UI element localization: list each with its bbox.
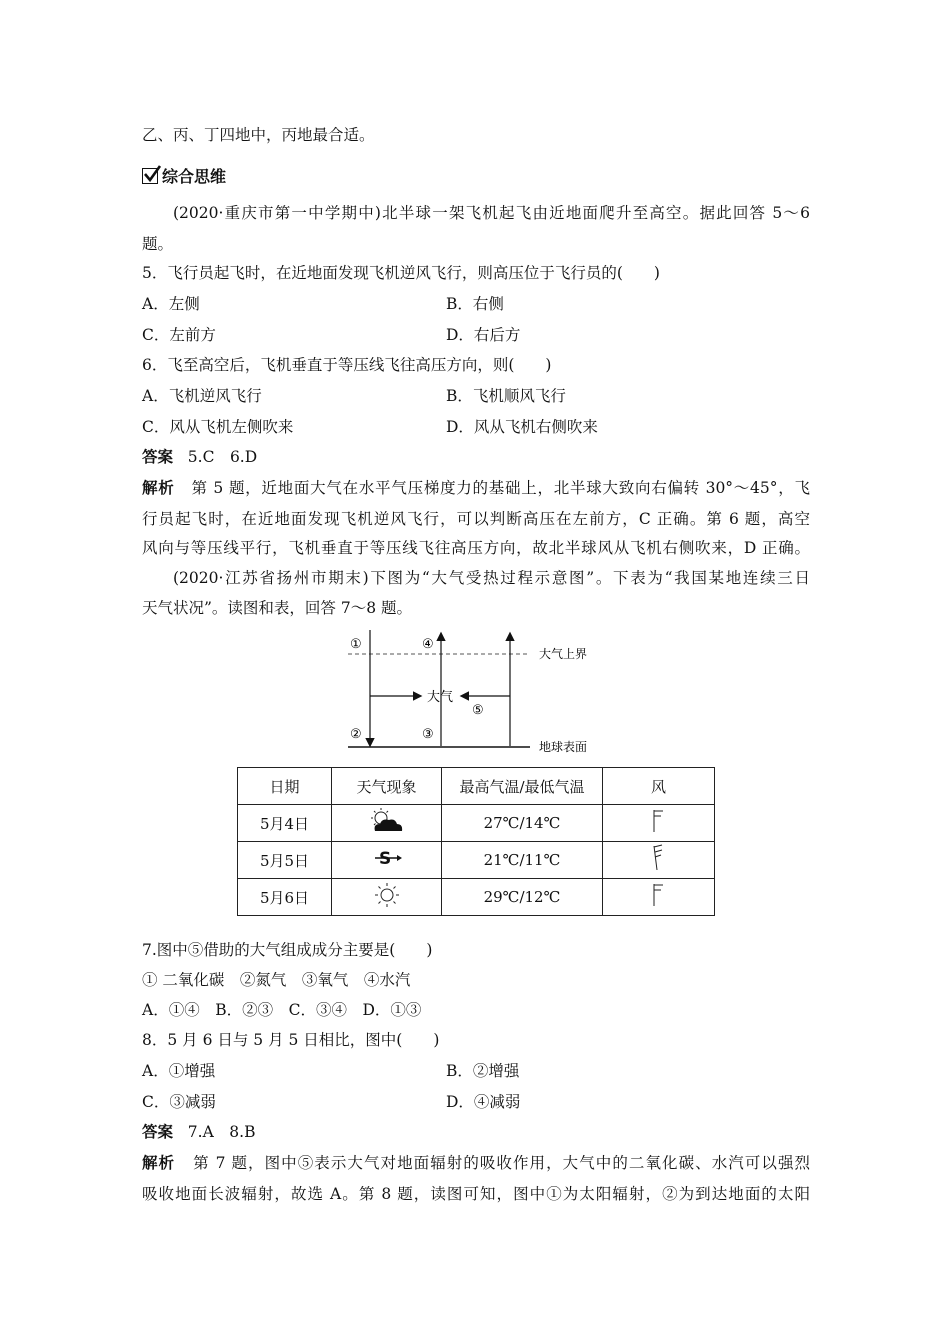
analysis2-label: 解析 bbox=[142, 1154, 176, 1172]
answer1-label: 答案 bbox=[142, 448, 174, 466]
section-title: 综合思维 bbox=[162, 167, 227, 186]
passage1-line2: 题。 bbox=[142, 235, 174, 253]
q8-stem: 8．5 月 6 日与 5 月 5 日相比，图中( ) bbox=[142, 1031, 440, 1049]
wind-flag-icon bbox=[649, 844, 669, 872]
q7-choices: A．①④ B．②③ C．③④ D．①③ bbox=[142, 1001, 422, 1019]
sandstorm-icon bbox=[367, 844, 407, 872]
row1-wind bbox=[603, 805, 715, 842]
label-1: ① bbox=[350, 637, 362, 652]
table-row bbox=[238, 805, 715, 842]
checkbox-icon bbox=[142, 168, 158, 184]
header-date: 日期 bbox=[238, 768, 332, 805]
sunny-icon bbox=[367, 881, 407, 909]
q6-option-d: D．风从飞机右侧吹来 bbox=[446, 418, 598, 436]
row3-weather bbox=[332, 879, 442, 916]
row1-temp: 27℃/14℃ bbox=[442, 805, 603, 842]
svg-text:S: S bbox=[378, 849, 391, 869]
q6-option-a: A．飞机逆风飞行 bbox=[142, 387, 262, 405]
wind-flag-icon bbox=[649, 808, 669, 834]
weather-table bbox=[237, 767, 715, 916]
q8-option-d: D．④减弱 bbox=[446, 1093, 521, 1111]
q7-stem: 7.图中⑤借助的大气组成成分主要是( ) bbox=[142, 941, 433, 959]
label-2: ② bbox=[350, 727, 362, 742]
passage2-line2: 天气状况”。读图和表，回答 7～8 题。 bbox=[142, 599, 413, 617]
q5-stem: 5．飞行员起飞时，在近地面发现飞机逆风飞行，则高压位于飞行员的( ) bbox=[142, 264, 660, 282]
label-3: ③ bbox=[422, 727, 434, 742]
passage2-line1: (2020·江苏省扬州市期末)下图为“大气受热过程示意图”。下表为“我国某地连续三日 bbox=[173, 569, 810, 587]
row3-temp: 29℃/12℃ bbox=[442, 879, 603, 916]
answer2-label: 答案 bbox=[142, 1123, 174, 1141]
row3-wind bbox=[603, 879, 715, 916]
header-weather: 天气现象 bbox=[332, 768, 442, 805]
header-temp: 最高气温/最低气温 bbox=[442, 768, 603, 805]
label-5: ⑤ bbox=[472, 703, 484, 718]
q7-options: ① 二氧化碳 ②氮气 ③氧气 ④水汽 bbox=[142, 971, 411, 989]
q6-option-b: B．飞机顺风飞行 bbox=[446, 387, 566, 405]
label-4: ④ bbox=[422, 637, 434, 652]
q8-option-c: C．③减弱 bbox=[142, 1093, 216, 1111]
header-wind: 风 bbox=[603, 768, 715, 805]
analysis1-text1: 第 5 题，近地面大气在水平气压梯度力的基础上，北半球大致向右偏转 30°～45°，飞 bbox=[191, 479, 810, 497]
analysis2-line1 bbox=[142, 1153, 810, 1173]
q5-option-a: A．左侧 bbox=[142, 295, 200, 313]
q5-option-d: D．右后方 bbox=[446, 326, 521, 344]
analysis1-label: 解析 bbox=[142, 479, 175, 497]
row1-date: 5月4日 bbox=[238, 805, 332, 842]
q5-option-c: C．左前方 bbox=[142, 326, 216, 344]
label-bottom: 地球表面 bbox=[539, 740, 588, 754]
q8-option-b: B．②增强 bbox=[446, 1062, 520, 1080]
analysis1-line1 bbox=[142, 478, 810, 498]
row2-wind bbox=[603, 842, 715, 879]
q6-stem: 6．飞至高空后，飞机垂直于等压线飞往高压方向，则( ) bbox=[142, 356, 552, 374]
partly-cloudy-icon bbox=[367, 807, 407, 835]
section-heading bbox=[142, 164, 226, 187]
row2-weather bbox=[332, 842, 442, 879]
table-row bbox=[238, 879, 715, 916]
label-top: 大气上界 bbox=[539, 647, 588, 661]
analysis1-line2: 行员起飞时，在近地面发现飞机逆风飞行，可以判断高压在左前方，C 正确。第 6 题，高空 bbox=[142, 510, 810, 528]
analysis2-text1: 第 7 题，图中⑤表示大气对地面辐射的吸收作用，大气中的二氧化碳、水汽可以强烈 bbox=[193, 1154, 811, 1172]
q5-option-b: B．右侧 bbox=[446, 295, 504, 313]
row1-weather bbox=[332, 805, 442, 842]
answer1 bbox=[142, 447, 257, 467]
table-row bbox=[238, 842, 715, 879]
row2-temp: 21℃/11℃ bbox=[442, 842, 603, 879]
analysis2-line2: 吸收地面长波辐射，故选 A。第 8 题，读图可知，图中①为太阳辐射，②为到达地面的太阳 bbox=[142, 1185, 810, 1203]
analysis1-line3: 风向与等压线平行，飞机垂直于等压线飞往高压方向，故北半球风从飞机右侧吹来，D 正确。 bbox=[142, 539, 810, 557]
intro-line: 乙、丙、丁四地中，丙地最合适。 bbox=[142, 126, 375, 144]
q8-option-a: A．①增强 bbox=[142, 1062, 216, 1080]
answer2-text: 7.A 8.B bbox=[187, 1123, 256, 1141]
q6-option-c: C．风从飞机左侧吹来 bbox=[142, 418, 294, 436]
row3-date: 5月6日 bbox=[238, 879, 332, 916]
row2-date: 5月5日 bbox=[238, 842, 332, 879]
answer1-text: 5.C 6.D bbox=[187, 448, 258, 466]
passage1-line1: (2020·重庆市第一中学期中)北半球一架飞机起飞由近地面爬升至高空。据此回答 5～6 bbox=[173, 204, 810, 222]
atmosphere-heating-diagram bbox=[338, 628, 608, 758]
answer2 bbox=[142, 1122, 255, 1142]
table-header-row bbox=[238, 768, 715, 805]
wind-flag-icon bbox=[649, 882, 669, 908]
label-center: 大气 bbox=[427, 690, 454, 705]
